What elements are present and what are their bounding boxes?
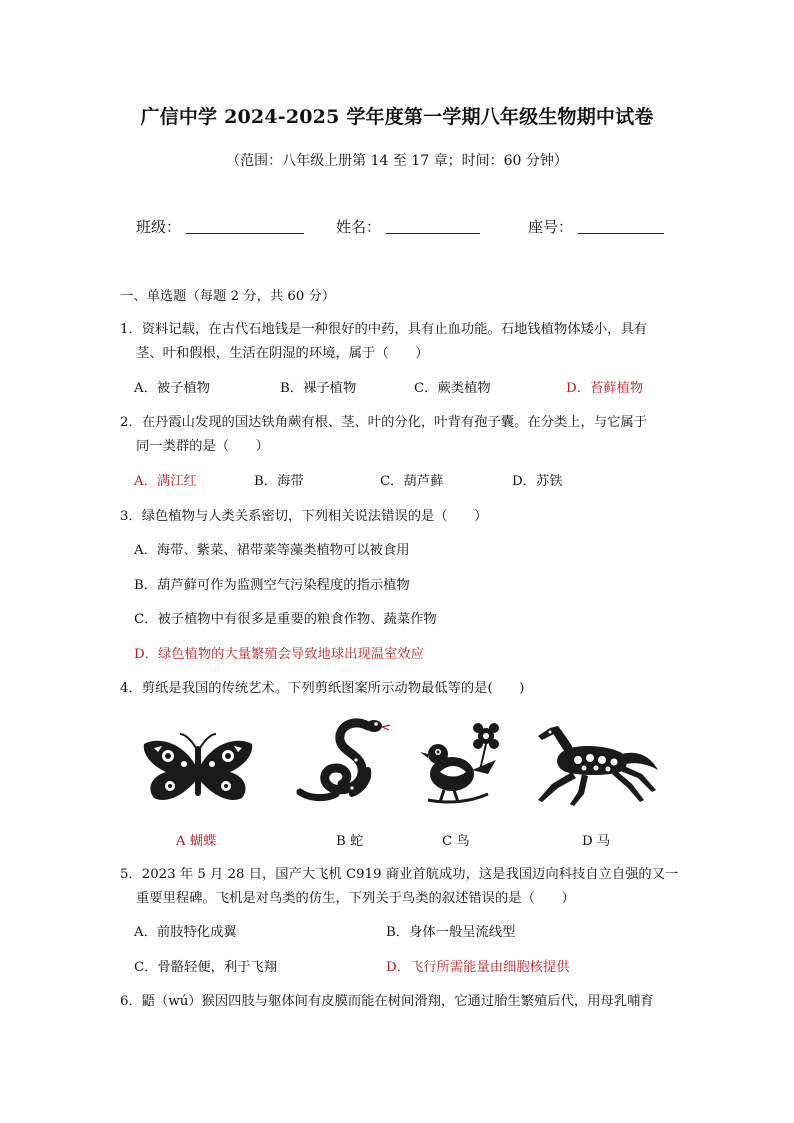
q5-stem-line-2: 重要里程碑。飞机是对鸟类的仿生，下列关于鸟类的叙述错误的是（ ） bbox=[136, 891, 575, 906]
q1-option-c[interactable]: C．蕨类植物 bbox=[414, 381, 491, 396]
bird-papercut-image[interactable] bbox=[418, 718, 502, 808]
q2-stem-line-2: 同一类群的是（ ） bbox=[136, 439, 269, 454]
q2-stem-line-1: 2．在丹霞山发现的国达铁角蕨有根、茎、叶的分化，叶背有孢子囊。在分类上，与它属于 bbox=[120, 415, 648, 430]
exam-title: 广信中学 2024-2025 学年度第一学期八年级生物期中试卷 bbox=[140, 106, 654, 128]
q5-option-b[interactable]: B．身体一般呈流线型 bbox=[386, 925, 516, 940]
q5-option-a[interactable]: A．前肢特化成翼 bbox=[134, 925, 237, 940]
q1-stem-line-2: 茎、叶和假根，生活在阴湿的环境，属于（ ） bbox=[136, 346, 429, 361]
snake-papercut-image[interactable] bbox=[296, 714, 394, 814]
q3-option-c[interactable]: C．被子植物中有很多是重要的粮食作物、蔬菜作物 bbox=[134, 612, 437, 627]
q3-option-d[interactable]: D．绿色植物的大量繁殖会导致地球出现温室效应 bbox=[134, 647, 424, 662]
butterfly-papercut-image[interactable] bbox=[140, 732, 256, 808]
q6-stem-line-1: 6．鼯（wú）猴因四肢与躯体间有皮膜而能在树间滑翔，它通过胎生繁殖后代，用母乳哺育 bbox=[120, 994, 654, 1009]
q3-option-a[interactable]: A．海带、紫菜、裙带菜等藻类植物可以被食用 bbox=[134, 543, 410, 558]
exam-subtitle: （范围：八年级上册第 14 至 17 章；时间：60 分钟） bbox=[226, 153, 568, 169]
q1-option-b[interactable]: B．裸子植物 bbox=[280, 381, 357, 396]
q1-stem-line-1: 1．资料记载，在古代石地钱是一种很好的中药，具有止血功能。石地钱植物体矮小，具有 bbox=[120, 322, 648, 337]
name-label: 姓名： bbox=[336, 218, 382, 236]
q4-option-a[interactable]: A 蝴蝶 bbox=[176, 834, 217, 849]
q4-option-c[interactable]: C 鸟 bbox=[442, 834, 470, 849]
q1-option-d[interactable]: D．苔藓植物 bbox=[566, 381, 644, 396]
q2-option-c[interactable]: C．葫芦藓 bbox=[380, 474, 444, 489]
q2-option-a[interactable]: A．满江红 bbox=[134, 474, 197, 489]
q3-option-b[interactable]: B．葫芦藓可作为监测空气污染程度的指示植物 bbox=[134, 578, 410, 593]
q5-option-c[interactable]: C．骨骼轻便，利于飞翔 bbox=[134, 960, 278, 975]
q3-stem: 3．绿色植物与人类关系密切，下列相关说法错误的是（ ） bbox=[120, 509, 488, 524]
q4-stem: 4．剪纸是我国的传统艺术。下列剪纸图案所示动物最低等的是( ) bbox=[120, 681, 525, 696]
q5-stem-line-1: 5．2023 年 5 月 28 日，国产大飞机 C919 商业首航成功，这是我国迈向科技自立自强的又一 bbox=[120, 867, 679, 882]
q4-option-b[interactable]: B 蛇 bbox=[336, 834, 364, 849]
section-heading: 一、单选题（每题 2 分，共 60 分） bbox=[120, 289, 336, 304]
q4-option-d[interactable]: D 马 bbox=[582, 834, 611, 849]
class-field[interactable] bbox=[186, 233, 304, 234]
seat-label: 座号： bbox=[528, 218, 574, 236]
q2-option-b[interactable]: B．海带 bbox=[254, 474, 304, 489]
name-field[interactable] bbox=[386, 233, 480, 234]
q5-option-d[interactable]: D．飞行所需能量由细胞核提供 bbox=[386, 960, 570, 975]
class-label: 班级： bbox=[136, 218, 182, 236]
q2-option-d[interactable]: D．苏铁 bbox=[512, 474, 563, 489]
horse-papercut-image[interactable] bbox=[532, 722, 662, 808]
seat-field[interactable] bbox=[578, 233, 664, 234]
q1-option-a[interactable]: A．被子植物 bbox=[134, 381, 211, 396]
